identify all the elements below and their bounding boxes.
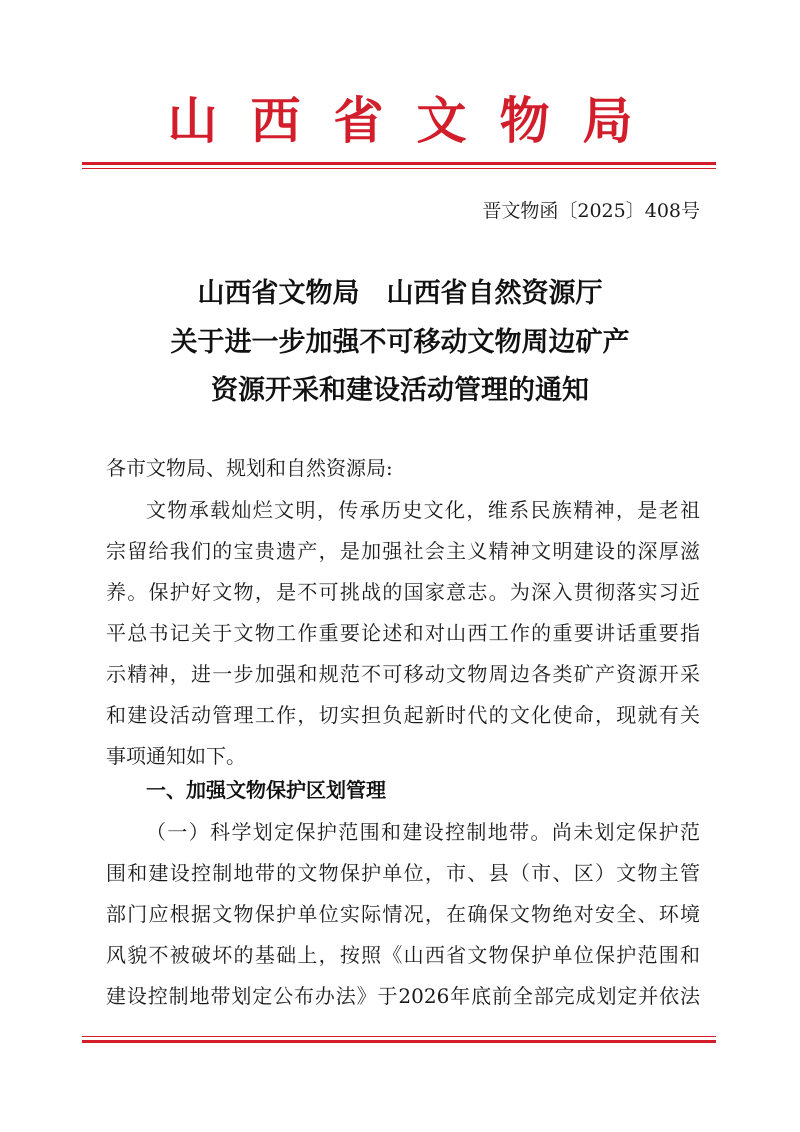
section-body-line: 建设控制地带划定公布办法》于2026年底前全部完成划定并依法 — [106, 984, 700, 1008]
masthead-org-name: 山西省文物局 — [167, 91, 666, 150]
intro-line: 宗留给我们的宝贵遗产，是加强社会主义精神文明建设的深厚滋 — [106, 539, 700, 563]
document-title-line: 山西省文物局 山西省自然资源厅 — [197, 278, 603, 309]
section-body-line: 围和建设控制地带的文物保护单位，市、县（市、区）文物主管 — [106, 861, 700, 885]
intro-line: 文物承载灿烂文明，传承历史文化，维系民族精神，是老祖 — [146, 498, 700, 522]
document-title-line: 资源开采和建设活动管理的通知 — [211, 375, 589, 406]
section-body-line: 风貌不被破坏的基础上，按照《山西省文物保护单位保护范围和 — [106, 943, 700, 967]
document-title-line: 关于进一步加强不可移动文物周边矿产 — [170, 327, 630, 358]
intro-line: 养。保护好文物，是不可挑战的国家意志。为深入贯彻落实习近 — [106, 580, 700, 604]
masthead-rule-thick — [82, 162, 716, 165]
intro-line: 示精神，进一步加强和规范不可移动文物周边各类矿产资源开采 — [106, 662, 700, 686]
section-body-line: （一）科学划定保护范围和建设控制地带。尚未划定保护范 — [146, 820, 700, 844]
document-number: 晋文物函〔2025〕408号 — [482, 200, 700, 222]
masthead-rule-thin — [82, 168, 716, 169]
intro-line: 平总书记关于文物工作重要论述和对山西工作的重要讲话重要指 — [106, 621, 700, 645]
footer-rule-thick — [82, 1040, 716, 1043]
intro-line: 和建设活动管理工作，切实担负起新时代的文化使命，现就有关 — [106, 703, 700, 727]
section-heading: 一、加强文物保护区划管理 — [146, 778, 386, 802]
salutation: 各市文物局、规划和自然资源局: — [106, 456, 393, 480]
section-body-line: 部门应根据文物保护单位实际情况，在确保文物绝对安全、环境 — [106, 902, 700, 926]
intro-line: 事项通知如下。 — [106, 744, 246, 768]
footer-rule-thin — [82, 1036, 716, 1037]
